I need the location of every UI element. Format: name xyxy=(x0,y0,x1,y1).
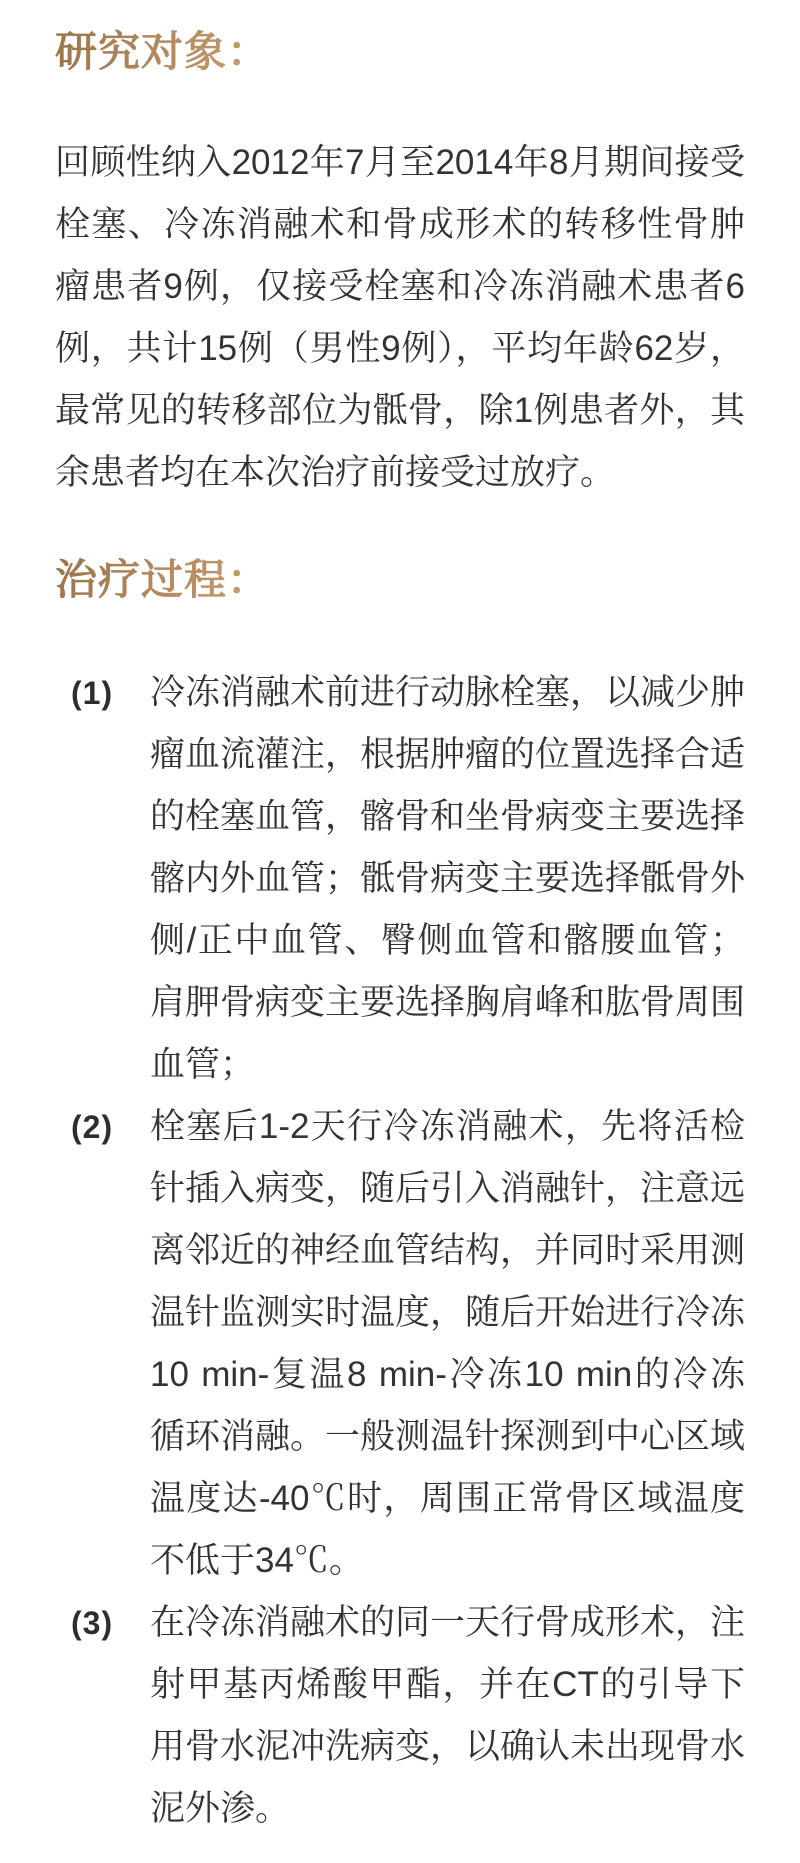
treatment-step-2 xyxy=(55,1096,745,1592)
step-1-number: (1) xyxy=(71,675,114,711)
step-2-number: (2) xyxy=(71,1109,114,1145)
treatment-process-heading: 治疗过程： xyxy=(55,556,745,606)
treatment-step-1 xyxy=(55,662,745,1096)
step-3-text: 在冷冻消融术的同一天行骨成形术，注射甲基丙烯酸甲酯，并在CT的引导下用骨水泥冲洗病变，以确认未出现骨水泥外渗。 xyxy=(150,1603,746,1828)
treatment-step-3 xyxy=(55,1592,745,1840)
study-subjects-heading: 研究对象： xyxy=(55,28,745,78)
step-3-number: (3) xyxy=(71,1605,114,1641)
study-subjects-paragraph: 回顾性纳入2012年7月至2014年8月期间接受栓塞、冷冻消融术和骨成形术的转移性骨肿瘤患者9例，仅接受栓塞和冷冻消融术患者6例，共计15例（男性9例），平均年龄62岁，最常见的转移部位为骶骨，除1例患者外，其余患者均在本次治疗前接受过放疗。 xyxy=(55,143,745,492)
step-1-text: 冷冻消融术前进行动脉栓塞，以减少肿瘤血流灌注，根据肿瘤的位置选择合适的栓塞血管，髂骨和坐骨病变主要选择髂内外血管；骶骨病变主要选择骶骨外侧/正中血管、臀侧血管和髂腰血管；肩胛骨病变主要选择胸肩峰和肱骨周围血管； xyxy=(150,673,746,1084)
section-study-subjects xyxy=(55,28,745,504)
treatment-steps-list xyxy=(55,662,745,1840)
section-treatment-process xyxy=(55,556,745,1840)
step-2-text: 栓塞后1-2天行冷冻消融术，先将活检针插入病变，随后引入消融针，注意远离邻近的神经血管结构，并同时采用测温针监测实时温度，随后开始进行冷冻10 min-复温8 min-冷冻10 min的冷冻循环消融。一般测温针探测到中心区域温度达-40℃时，周围正常骨区域温度不低于34℃。 xyxy=(150,1107,746,1580)
